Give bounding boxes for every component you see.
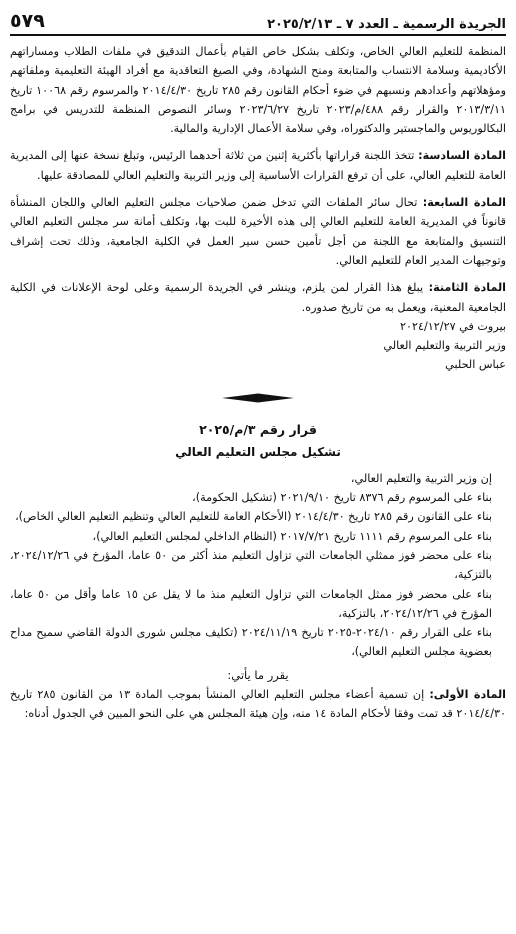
decision-article-1-label: المادة الأولى: — [429, 687, 507, 701]
signature-name: عباس الحلبي — [445, 358, 506, 372]
article-7-text: تحال سائر الملفات التي تدخل ضمن صلاحيات مجلس التعليم العالي واللجان المنشأة قانوناً في المديرية العامة للتعليم العالي إلى هذه الأخيرة للبت بها، وتكلف أمانة سر مجلس التعليم العالي التنسيق والمتابعة مع اللجنة من أجل تأمين حسن سير العمل في الكلية الجامعية، وذلك تحت إشراف وتوجيهات المدير العام للتعليم العالي. — [10, 196, 506, 267]
article-6 — [10, 146, 506, 185]
basis-item: بناء على القرار رقم ٢٠٢٤/١٠-٢٠٢٥ تاريخ ٢٠٢٤/١١/١٩ (تكليف مجلس شورى الدولة القاضي سميح مداح بعضوية مجلس التعليم العالي)، — [10, 626, 492, 659]
basis-item: بناء على المرسوم رقم ١١١١ تاريخ ٢٠١٧/٧/٢١ (النظام الداخلي لمجلس التعليم العالي)، — [92, 529, 492, 543]
section-divider-ornament — [10, 393, 506, 403]
article-7 — [10, 193, 506, 270]
journal-title: الجريدة الرسمية ـ العدد ٧ ـ ٢٠٢٥/٢/١٣ — [267, 17, 506, 32]
page-number: ٥٧٩ — [10, 10, 45, 32]
basis-item: بناء على محضر فوز ممثلي الجامعات التي تزاول التعليم منذ أكثر من ٥٠ عاما، المؤرخ في ٢٠٢٤/١٢/٢٦، بالتزكية، — [10, 548, 492, 582]
page-header — [10, 6, 506, 32]
basis-item: بناء على محضر فوز ممثل الجامعات التي تزاول التعليم منذ ما لا يقل عن ١٥ عاما وأقل من ٥٠ عاما، المؤرخ في ٢٠٢٤/١٢/٢٦، بالتزكية، — [10, 587, 492, 620]
signature-block — [10, 317, 506, 375]
continued-paragraph: المنظمة للتعليم العالي الخاص، وتكلف بشكل خاص القيام بأعمال التدقيق في ملفات الطلاب ومساراتهم الأكاديمية وسلامة الانتساب والمتابعة ومنح الشهادة، وفي الصيغ التعاقدية مع أفراد الهيئة التعليمية وملفاتهم ومؤهلاتهم وأعدادهم ونسبهم في ضوء أحكام القانون رقم ٢٨٥ تاريخ ٢٠١٤/٤/٣٠ والمرسوم رقم ١٠٠٦٨ تاريخ ٢٠١٣/٣/١١ والقرار رقم ٤٨٨/م/٢٠٢٣ تاريخ ٢٠٢٣/٦/٢٧ وسائر النصوص المنظمة للتدريس في برامج البكالوريوس والماجستير والدكتوراه، وفي سلامة الأعمال الإدارية والمالية. — [10, 45, 506, 136]
article-8 — [10, 278, 506, 317]
article-8-label: المادة الثامنة: — [428, 281, 506, 295]
decision-number: قرار رقم ٣/م/٢٠٢٥ — [199, 421, 317, 437]
article-8-text: يبلغ هذا القرار لمن يلزم، وينشر في الجريدة الرسمية وعلى لوحة الإعلانات في الكلية الجامعية المعنية، ويعمل به من تاريخ صدوره. — [10, 281, 506, 314]
article-7-label: المادة السابعة: — [422, 196, 506, 210]
decision-intro: إن وزير التربية والتعليم العالي، — [350, 471, 492, 485]
basis-item: بناء على المرسوم رقم ٨٣٧٦ تاريخ ٢٠٢١/٩/١٠ (تشكيل الحكومة)، — [192, 491, 492, 505]
decision-subject: تشكيل مجلس التعليم العالي — [175, 444, 341, 459]
signature-title: وزير التربية والتعليم العالي — [383, 339, 506, 353]
article-6-text: تتخذ اللجنة قراراتها بأكثرية إثنين من ثلاثة أحدهما الرئيس، وتبلغ نسخة عنها إلى المديرية العامة للتعليم العالي، على أن ترفع القرارات الأساسية إلى وزير التربية والتعليم العالي للمصادقة عليها. — [10, 149, 506, 182]
article-6-label: المادة السادسة: — [418, 149, 507, 163]
decision-article-1 — [10, 685, 506, 724]
decides-line: يقرر ما يأتي: — [227, 667, 289, 682]
header-rule — [10, 34, 506, 36]
decision-article-1-text: إن تسمية أعضاء مجلس التعليم العالي المنشأ بموجب المادة ١٣ من القانون ٢٨٥ تاريخ ٢٠١٤/٤/٣٠ قد تمت وفقا لأحكام المادة ١٤ منه، وإن هيئة المجلس هي على النحو المبين في الجدول أدناه: — [10, 687, 506, 721]
signature-place-date: بيروت في ٢٠٢٤/١٢/٢٧ — [399, 319, 506, 333]
basis-item: بناء على القانون رقم ٢٨٥ تاريخ ٢٠١٤/٤/٣٠ (الأحكام العامة للتعليم العالي وتنظيم التعليم العالي الخاص)، — [15, 510, 492, 524]
